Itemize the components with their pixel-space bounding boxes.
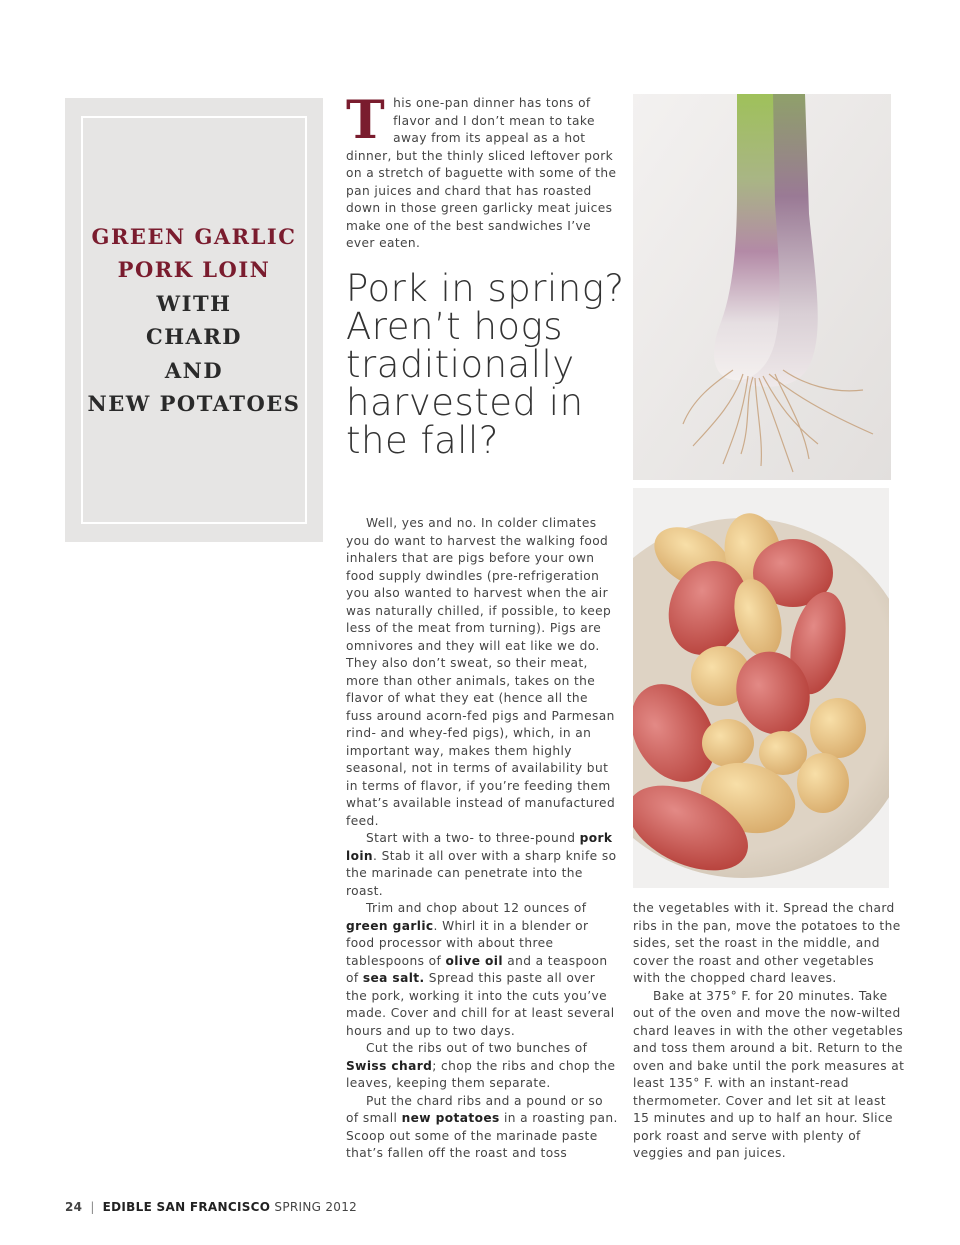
recipe-title-box [65,98,323,542]
body-paragraph: the vegetables with it. Spread the chard ribs in the pan, move the potatoes to the sides, set the roast in the middle, and cover the roast and other vegetables with the chopped chard leaves. [633,901,901,985]
pull-quote: Pork in spring? Aren’t hogs traditionally harvested in the fall? [346,267,625,462]
green-garlic-photo [633,94,891,480]
recipe-title-line-3: WITH [156,290,232,316]
magazine-name: EDIBLE SAN FRANCISCO [102,1200,271,1214]
body-paragraph: Bake at 375° F. for 20 minutes. Take out of the oven and move the now-wilted chard leaves in with the other vegetables and toss them around a bit. Return to the oven and bake until the pork measures at least 135° F. with an instant-read thermometer. Cover and let sit at least 15 minutes and up to half an hour. Slice pork roast and serve with plenty of veggies and pan juices. [633,988,905,1160]
recipe-title-frame [81,116,307,524]
issue-label: SPRING 2012 [274,1200,358,1214]
body-paragraph: Cut the ribs out of two bunches of Swiss chard; chop the ribs and chop the leaves, keeping them separate. [346,1041,616,1090]
drop-cap: T [346,90,386,151]
body-paragraph: Start with a two- to three-pound pork loin. Stab it all over with a sharp knife so the marinade can penetrate into the roast. [346,831,617,898]
body-paragraph: Put the chard ribs and a pound or so of small new potatoes in a roasting pan. Scoop out some of the marinade paste that’s fallen off the roast and toss [346,1093,618,1160]
page-number: 24 [65,1200,83,1214]
body-paragraph: Trim and chop about 12 ounces of green garlic. Whirl it in a blender or food processor with about three tablespoons of olive oil and a teaspoon of sea salt. Spread this paste all over the pork, working it into the cuts you’ve made. Cover and chill for at least several hours and up to two days. [346,901,615,1038]
recipe-title-line-5: AND [164,357,224,383]
ingredient-sea-salt: sea salt. [362,971,425,985]
recipe-title-line-1: GREEN GARLIC [91,223,297,249]
intro-paragraph [346,90,618,253]
ingredient-swiss-chard: Swiss chard [346,1058,433,1073]
ingredient-olive-oil: olive oil [445,953,503,968]
recipe-title-line-2: PORK LOIN [117,257,271,282]
ingredient-new-potatoes: new potatoes [401,1111,500,1125]
new-potatoes-photo [633,488,889,888]
page-footer [65,1200,357,1214]
ingredient-green-garlic: green garlic [346,918,434,933]
recipe-title-line-4: CHARD [145,324,242,349]
recipe-title-line-6: NEW POTATOES [87,391,301,416]
intro-text: his one-pan dinner has tons of flavor and I don’t mean to take away from its appeal as a hot dinner, but the thinly sliced leftover pork on a stretch of baguette with some of the pan juices and chard that has roasted down in those green garlicky meat juices make one of the best sandwiches I’ve ever eaten. [346,96,617,250]
body-column-left [346,515,618,1163]
ingredient-pork-loin: pork loin [346,831,613,863]
footer-separator: | [90,1200,95,1214]
body-paragraph: Well, yes and no. In colder climates you do want to harvest the walking food inhalers that are pigs before your own food supply dwindles (pre-refrigeration you also wanted to harvest when the air was naturally chilled, if possible, to keep less of the meat from turning). Pigs are omnivores and they will eat like we do. They also don’t sweat, so their meat, more than other animals, takes on the flavor of what they eat (hence all the fuss around acorn-fed pigs and Parmesan rind- and whey-fed pigs), which, in an important way, makes them highly seasonal, not in terms of availability but in terms of flavor, if you’re feeding them what’s available instead of manufactured feed. [346,516,616,828]
body-column-right [633,900,905,1163]
